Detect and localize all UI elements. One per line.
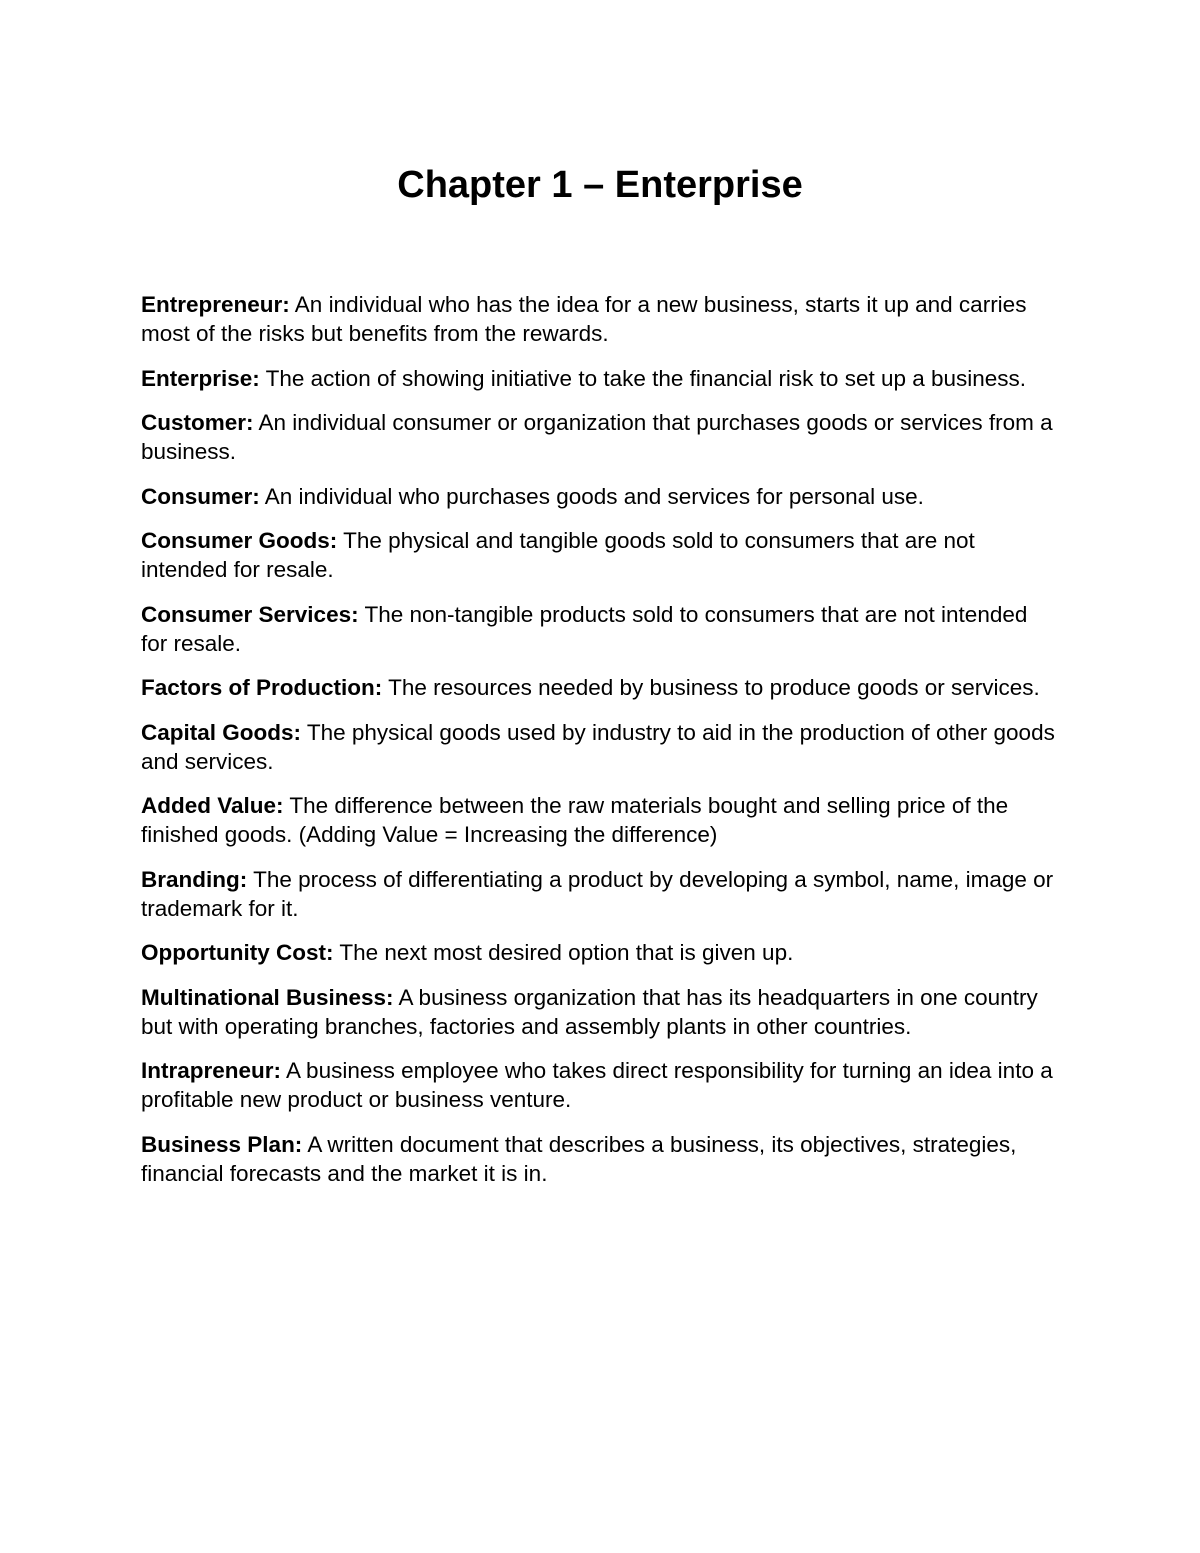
definition-text: The physical and tangible goods sold to consumers that are not intended for resale. xyxy=(141,528,975,582)
definition-branding xyxy=(141,865,1056,923)
definition-term: Intrapreneur: xyxy=(141,1058,282,1083)
definition-text: The non-tangible products sold to consumers that are not intended for resale. xyxy=(141,601,1028,656)
definition-term: Customer: xyxy=(141,410,254,435)
definition-term: Capital Goods: xyxy=(141,719,302,745)
definition-term: Consumer: xyxy=(141,483,260,509)
definition-term: Opportunity Cost: xyxy=(141,940,334,965)
definition-text: An individual who has the idea for a new business, starts it up and carries most of the risks but benefits from the rewards. xyxy=(141,292,1027,346)
definition-text: An individual consumer or organization that purchases goods or services from a business. xyxy=(141,410,1053,464)
definition-term: Entrepreneur: xyxy=(141,292,290,317)
definition-text: A business organization that has its headquarters in one country but with operating branches, factories and assembly plants in other countries. xyxy=(141,984,1038,1039)
definition-opportunity-cost xyxy=(141,938,1056,967)
definition-text: The physical goods used by industry to aid in the production of other goods and services. xyxy=(141,719,1055,774)
definition-text: The process of differentiating a product by developing a symbol, name, image or trademark for it. xyxy=(141,866,1054,921)
definition-added-value xyxy=(141,791,1056,849)
definition-text: A written document that describes a business, its objectives, strategies, financial forecasts and the market it is in. xyxy=(141,1131,1017,1186)
definition-text: The resources needed by business to produce goods or services. xyxy=(382,675,1040,700)
definition-term: Business Plan: xyxy=(141,1131,303,1157)
definition-term: Consumer Services: xyxy=(141,601,359,627)
definition-term: Consumer Goods: xyxy=(141,528,338,553)
definition-customer xyxy=(141,408,1056,466)
definition-text: The action of showing initiative to take the financial risk to set up a business. xyxy=(259,365,1027,391)
definition-entrepreneur xyxy=(141,290,1056,348)
definition-capital-goods xyxy=(141,718,1056,776)
definition-list xyxy=(141,290,1056,1203)
definition-factors-of-production xyxy=(141,673,1056,702)
definition-text: The next most desired option that is given up. xyxy=(333,940,794,965)
definition-text: A business employee who takes direct responsibility for turning an idea into a profitable new product or business venture. xyxy=(141,1058,1053,1112)
definition-multinational-business xyxy=(141,983,1056,1041)
definition-term: Enterprise: xyxy=(141,365,260,391)
definition-term: Branding: xyxy=(141,866,248,892)
definition-consumer-services xyxy=(141,600,1056,658)
page-title: Chapter 1 – Enterprise xyxy=(397,164,803,206)
definition-term: Factors of Production: xyxy=(141,675,383,700)
definition-enterprise xyxy=(141,364,1056,393)
definition-intrapreneur xyxy=(141,1056,1056,1114)
definition-business-plan xyxy=(141,1130,1056,1188)
definition-text: An individual who purchases goods and services for personal use. xyxy=(259,483,924,509)
definition-term: Multinational Business: xyxy=(141,984,394,1010)
definition-consumer xyxy=(141,482,1056,511)
definition-term: Added Value: xyxy=(141,793,284,818)
definition-consumer-goods xyxy=(141,526,1056,584)
definition-text: The difference between the raw materials bought and selling price of the finished goods. (Adding Value = Increasing the difference) xyxy=(141,793,1009,847)
